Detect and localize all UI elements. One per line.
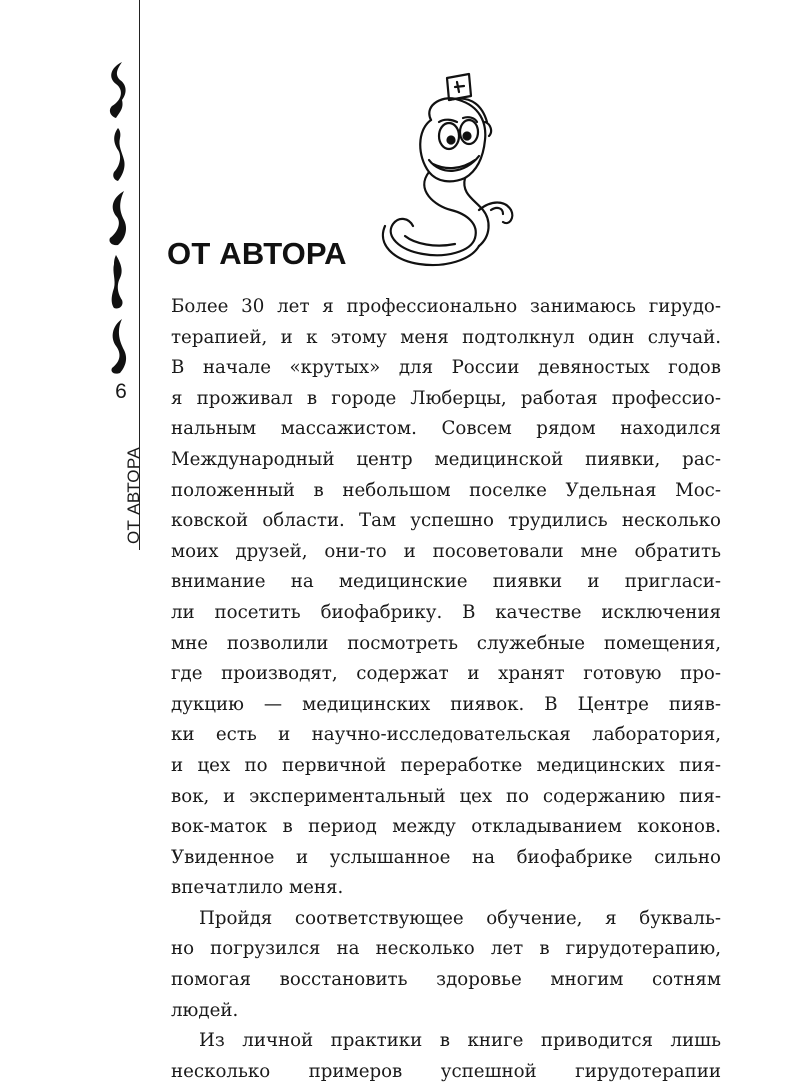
text-line: Международный центр медицинской пиявки, рас- bbox=[171, 448, 721, 470]
leech-ornament-column bbox=[98, 60, 138, 380]
body-text bbox=[171, 292, 721, 1087]
text-line: мне позволили посмотреть служебные помещения, bbox=[171, 632, 721, 654]
leech-icon bbox=[102, 316, 132, 376]
text-line: впечатлило меня. bbox=[171, 877, 344, 899]
text-line: людей. bbox=[171, 999, 239, 1021]
text-line: Из личной практики в книге приводится лишь bbox=[199, 1030, 721, 1052]
cartoon-leech-doctor-icon bbox=[375, 60, 525, 290]
leech-icon bbox=[102, 188, 132, 248]
text-line: ки есть и научно-исследовательская лаборатория, bbox=[171, 724, 721, 746]
text-line: и цех по первичной переработке медицинских пия- bbox=[171, 754, 721, 776]
text-line: нальным массажистом. Совсем рядом находился bbox=[171, 418, 721, 440]
text-line: вок, и экспериментальный цех по содержанию пия- bbox=[171, 785, 721, 807]
text-line: я проживал в городе Люберцы, работая профессио- bbox=[171, 387, 721, 409]
leech-icon bbox=[102, 252, 132, 312]
text-line: Увиденное и услышанное на биофабрике сильно bbox=[171, 846, 721, 868]
text-line: но погрузился на несколько лет в гирудотерапию, bbox=[171, 938, 721, 960]
chapter-title: ОТ АВТОРА bbox=[167, 236, 347, 271]
text-line: вок-маток в период между откладыванием коконов. bbox=[171, 816, 721, 838]
leech-icon bbox=[102, 60, 132, 120]
text-line: Более 30 лет я профессионально занимаюсь гирудо- bbox=[171, 296, 721, 317]
text-line: внимание на медицинские пиявки и пригласи- bbox=[171, 571, 721, 593]
text-line: ли посетить биофабрику. В качестве исключения bbox=[171, 601, 721, 623]
running-header: ОТ АВТОРА bbox=[124, 447, 143, 544]
text-line: терапией, и к этому меня подтолкнул один случай. bbox=[171, 326, 721, 348]
text-line: дукцию — медицинских пиявок. В Центре пияв- bbox=[171, 693, 721, 715]
text-line: моих друзей, они-то и посоветовали мне обратить bbox=[171, 540, 721, 562]
paragraph bbox=[171, 292, 721, 904]
text-line: несколько примеров успешной гирудотерапии bbox=[171, 1060, 721, 1082]
text-line: где производят, содержат и хранят готовую про- bbox=[171, 663, 721, 685]
text-line: ковской области. Там успешно трудились несколько bbox=[171, 510, 721, 532]
text-line: В начале «крутых» для России девяностых годов bbox=[171, 357, 721, 379]
leech-icon bbox=[102, 124, 132, 184]
page-number: 6 bbox=[115, 380, 127, 403]
paragraph bbox=[171, 1026, 721, 1087]
text-line: Пройдя соответствующее обучение, я букваль- bbox=[199, 907, 721, 929]
paragraph bbox=[171, 904, 721, 1026]
text-line: положенный в небольшом поселке Удельная Мос- bbox=[171, 479, 721, 501]
text-line: помогая восстановить здоровье многим сотням bbox=[171, 969, 721, 991]
